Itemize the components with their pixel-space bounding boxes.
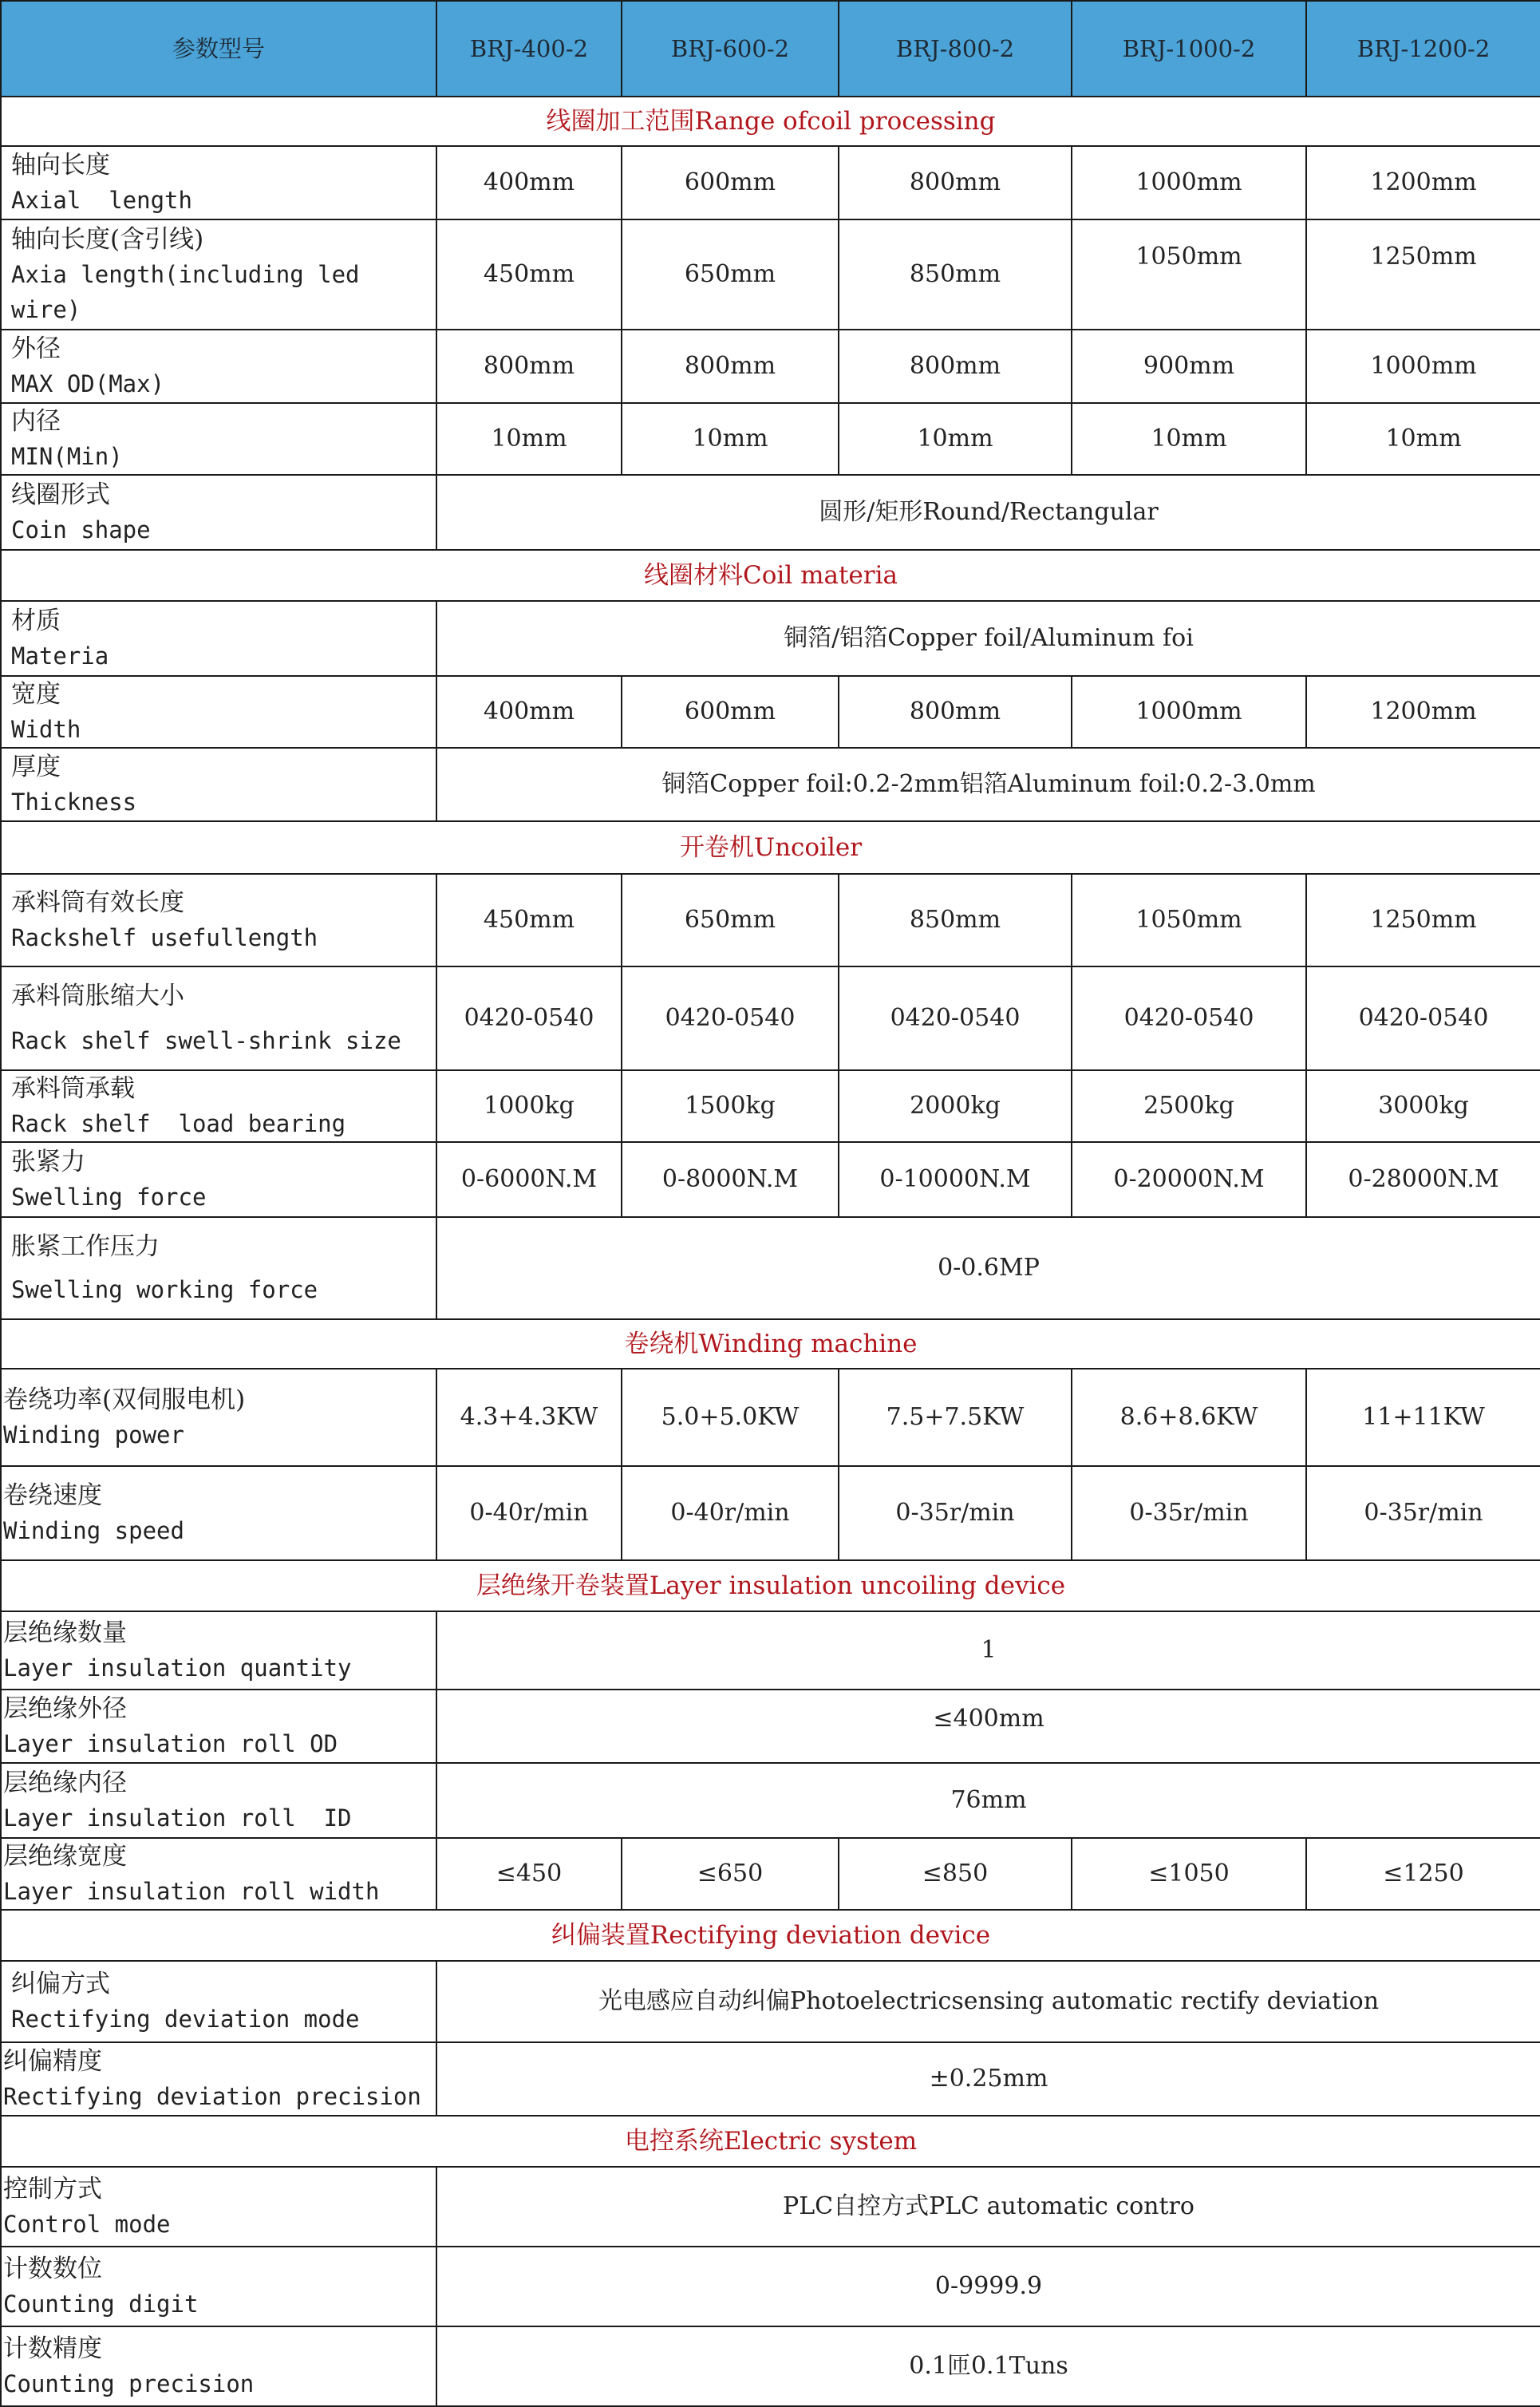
spec-value: 2500kg — [1072, 1070, 1306, 1142]
section-heading: 纠偏装置Rectifying deviation device — [1, 1910, 1540, 1961]
label-zh: 层绝缘外径 — [3, 1694, 127, 1723]
spec-value: 10mm — [839, 403, 1072, 475]
label-en: Swelling force — [11, 1184, 207, 1211]
spec-value: 11+11KW — [1306, 1369, 1540, 1466]
label-zh: 张紧力 — [11, 1148, 85, 1176]
spec-row — [1, 2042, 1540, 2116]
label-zh: 卷绕速度 — [3, 1481, 102, 1510]
label-zh: 计数数位 — [3, 2255, 102, 2283]
row-label — [1, 1070, 436, 1142]
label-zh: 卷绕功率(双伺服电机) — [3, 1385, 246, 1414]
spec-value: 600mm — [622, 146, 839, 219]
row-label — [1, 2247, 436, 2326]
spec-row — [1, 2247, 1540, 2326]
label-zh: 计数精度 — [3, 2334, 102, 2363]
row-label — [1, 403, 436, 475]
label-en: Layer insulation roll ID — [3, 1804, 352, 1832]
spec-value: 0-8000N.M — [622, 1142, 839, 1217]
label-zh: 内径 — [11, 407, 61, 436]
spec-value: 1000mm — [1306, 330, 1540, 403]
section-row — [1, 821, 1540, 874]
label-zh: 厚度 — [11, 753, 61, 781]
spec-value: 450mm — [436, 874, 622, 966]
label-en: MIN(Min) — [11, 443, 123, 470]
spec-row — [1, 2326, 1540, 2406]
spec-value: 0420-0540 — [622, 966, 839, 1070]
label-en: Width — [11, 716, 81, 743]
spec-value-merged: 圆形/矩形Round/Rectangular — [436, 475, 1540, 550]
spec-value-merged: ±0.25mm — [436, 2042, 1540, 2116]
spec-value: 400mm — [436, 676, 622, 748]
spec-value: 1500kg — [622, 1070, 839, 1142]
row-label — [1, 1217, 436, 1319]
row-label — [1, 1961, 436, 2042]
spec-value: 4.3+4.3KW — [436, 1369, 622, 1466]
spec-value: 1250mm — [1306, 219, 1540, 330]
section-row — [1, 97, 1540, 146]
spec-value: 0-10000N.M — [839, 1142, 1072, 1217]
label-zh: 层绝缘数量 — [3, 1618, 127, 1647]
label-en: Materia — [11, 642, 109, 670]
row-label — [1, 1838, 436, 1910]
spec-value: 0-40r/min — [622, 1466, 839, 1560]
section-heading: 卷绕机Winding machine — [1, 1319, 1540, 1369]
spec-value: 650mm — [622, 219, 839, 330]
row-label — [1, 475, 436, 550]
label-en: Winding speed — [3, 1517, 184, 1544]
spec-value: 5.0+5.0KW — [622, 1369, 839, 1466]
spec-value: 650mm — [622, 874, 839, 966]
section-heading: 开卷机Uncoiler — [1, 821, 1540, 874]
spec-value: 0-35r/min — [839, 1466, 1072, 1560]
section-row — [1, 1560, 1540, 1611]
spec-row — [1, 1961, 1540, 2042]
label-en: Axia length(including led wire) — [11, 261, 360, 323]
label-zh: 承料筒胀缩大小 — [11, 982, 184, 1010]
spec-value: 0420-0540 — [839, 966, 1072, 1070]
label-en: Control mode — [3, 2211, 171, 2238]
label-en: Rack shelf load bearing — [11, 1110, 346, 1137]
row-label — [1, 966, 436, 1070]
row-label — [1, 1690, 436, 1763]
label-zh: 纠偏方式 — [11, 1970, 110, 1998]
spec-value-merged: 铜箔Copper foil:0.2-2mm铝箔Aluminum foil:0.2-3.0mm — [436, 748, 1540, 821]
spec-value: 0-6000N.M — [436, 1142, 622, 1217]
spec-value: ≤650 — [622, 1838, 839, 1910]
section-heading: 层绝缘开卷装置Layer insulation uncoiling device — [1, 1560, 1540, 1611]
spec-value: 1000kg — [436, 1070, 622, 1142]
spec-row — [1, 403, 1540, 475]
label-zh: 承料筒承载 — [11, 1074, 135, 1103]
spec-value: 800mm — [436, 330, 622, 403]
spec-row — [1, 475, 1540, 550]
section-row — [1, 550, 1540, 601]
spec-row — [1, 1466, 1540, 1560]
label-zh: 宽度 — [11, 680, 61, 709]
spec-row — [1, 146, 1540, 219]
spec-value: 3000kg — [1306, 1070, 1540, 1142]
label-en: Swelling working force — [11, 1276, 318, 1303]
spec-row — [1, 748, 1540, 821]
spec-value: 10mm — [1306, 403, 1540, 475]
spec-row — [1, 219, 1540, 330]
header-row — [1, 1, 1540, 97]
label-zh: 线圈形式 — [11, 480, 110, 509]
spec-value-merged: PLC自控方式PLC automatic contro — [436, 2167, 1540, 2247]
spec-row — [1, 1369, 1540, 1466]
section-heading: 电控系统Electric system — [1, 2116, 1540, 2167]
label-en: Rack shelf swell-shrink size — [11, 1027, 401, 1054]
spec-value: ≤1050 — [1072, 1838, 1306, 1910]
spec-value: 0420-0540 — [1072, 966, 1306, 1070]
spec-value: 900mm — [1072, 330, 1306, 403]
row-label — [1, 874, 436, 966]
row-label — [1, 748, 436, 821]
label-zh: 纠偏精度 — [3, 2047, 102, 2076]
spec-value: 0420-0540 — [1306, 966, 1540, 1070]
spec-value: 8.6+8.6KW — [1072, 1369, 1306, 1466]
label-en: Winding power — [3, 1421, 184, 1449]
label-zh: 材质 — [11, 607, 61, 635]
spec-value: 0-40r/min — [436, 1466, 622, 1560]
spec-value: 850mm — [839, 219, 1072, 330]
spec-value: 0-28000N.M — [1306, 1142, 1540, 1217]
label-en: Coin shape — [11, 516, 151, 543]
spec-value-merged: 1 — [436, 1611, 1540, 1690]
spec-value: 1000mm — [1072, 146, 1306, 219]
label-zh: 外径 — [11, 334, 61, 363]
spec-value: 0-20000N.M — [1072, 1142, 1306, 1217]
spec-value: 800mm — [839, 146, 1072, 219]
section-row — [1, 1319, 1540, 1369]
label-en: MAX OD(Max) — [11, 370, 165, 397]
model-header: BRJ-800-2 — [839, 1, 1072, 97]
spec-value-merged: 76mm — [436, 1763, 1540, 1838]
spec-value-merged: 0-0.6MP — [436, 1217, 1540, 1319]
spec-value: 400mm — [436, 146, 622, 219]
label-en: Counting digit — [3, 2290, 199, 2318]
label-zh: 轴向长度(含引线) — [11, 225, 204, 254]
label-en: Layer insulation roll width — [3, 1878, 380, 1905]
spec-row — [1, 874, 1540, 966]
spec-row — [1, 676, 1540, 748]
spec-value: 800mm — [839, 676, 1072, 748]
label-en: Thickness — [11, 788, 137, 816]
label-zh: 层绝缘内径 — [3, 1769, 127, 1797]
spec-value: 1050mm — [1072, 874, 1306, 966]
model-header: BRJ-600-2 — [622, 1, 839, 97]
spec-value: 450mm — [436, 219, 622, 330]
param-model-header: 参数型号 — [1, 1, 436, 97]
spec-value: 1200mm — [1306, 146, 1540, 219]
label-en: Layer insulation roll OD — [3, 1730, 338, 1757]
spec-value: 10mm — [1072, 403, 1306, 475]
spec-value: 10mm — [436, 403, 622, 475]
spec-row — [1, 1763, 1540, 1838]
spec-value: 800mm — [839, 330, 1072, 403]
label-en: Layer insulation quantity — [3, 1654, 352, 1682]
spec-value: ≤1250 — [1306, 1838, 1540, 1910]
label-zh: 控制方式 — [3, 2175, 102, 2203]
row-label — [1, 330, 436, 403]
section-row — [1, 2116, 1540, 2167]
row-label — [1, 676, 436, 748]
label-en: Counting precision — [3, 2370, 255, 2397]
label-en: Rectifying deviation mode — [11, 2006, 360, 2033]
spec-row — [1, 601, 1540, 676]
spec-value: ≤850 — [839, 1838, 1072, 1910]
spec-value: 0-35r/min — [1072, 1466, 1306, 1560]
section-row — [1, 1910, 1540, 1961]
spec-row — [1, 330, 1540, 403]
spec-value: 1050mm — [1072, 219, 1306, 330]
spec-value-merged: 光电感应自动纠偏Photoelectricsensing automatic rectify deviation — [436, 1961, 1540, 2042]
spec-value: 10mm — [622, 403, 839, 475]
spec-value: 1000mm — [1072, 676, 1306, 748]
spec-value-merged: ≤400mm — [436, 1690, 1540, 1763]
spec-value: ≤450 — [436, 1838, 622, 1910]
label-en: Rackshelf usefullength — [11, 924, 318, 951]
spec-row — [1, 1690, 1540, 1763]
spec-value: 0-35r/min — [1306, 1466, 1540, 1560]
spec-row — [1, 2167, 1540, 2247]
spec-row — [1, 1611, 1540, 1690]
spec-row — [1, 1070, 1540, 1142]
spec-value: 2000kg — [839, 1070, 1072, 1142]
model-header: BRJ-1200-2 — [1306, 1, 1540, 97]
spec-value-merged: 0-9999.9 — [436, 2247, 1540, 2326]
spec-row — [1, 1838, 1540, 1910]
row-label — [1, 1142, 436, 1217]
row-label — [1, 219, 436, 330]
row-label — [1, 2042, 436, 2116]
label-zh: 轴向长度 — [11, 151, 110, 180]
label-zh: 胀紧工作压力 — [11, 1232, 160, 1261]
section-heading: 线圈材料Coil materia — [1, 550, 1540, 601]
row-label — [1, 601, 436, 676]
model-header: BRJ-400-2 — [436, 1, 622, 97]
spec-value: 850mm — [839, 874, 1072, 966]
spec-value-merged: 铜箔/铝箔Copper foil/Aluminum foi — [436, 601, 1540, 676]
section-heading: 线圈加工范围Range ofcoil processing — [1, 97, 1540, 146]
label-zh: 层绝缘宽度 — [3, 1842, 127, 1871]
row-label — [1, 2326, 436, 2406]
row-label — [1, 2167, 436, 2247]
spec-row — [1, 966, 1540, 1070]
row-label — [1, 1369, 436, 1466]
spec-value: 800mm — [622, 330, 839, 403]
row-label — [1, 1611, 436, 1690]
spec-row — [1, 1217, 1540, 1319]
spec-value: 0420-0540 — [436, 966, 622, 1070]
model-header: BRJ-1000-2 — [1072, 1, 1306, 97]
spec-row — [1, 1142, 1540, 1217]
row-label — [1, 146, 436, 219]
row-label — [1, 1466, 436, 1560]
spec-value: 1250mm — [1306, 874, 1540, 966]
label-zh: 承料筒有效长度 — [11, 888, 184, 917]
spec-value: 600mm — [622, 676, 839, 748]
spec-value: 7.5+7.5KW — [839, 1369, 1072, 1466]
spec-value-merged: 0.1匝0.1Tuns — [436, 2326, 1540, 2406]
row-label — [1, 1763, 436, 1838]
spec-value: 1200mm — [1306, 676, 1540, 748]
label-en: Rectifying deviation precision — [3, 2083, 421, 2110]
label-en: Axial length — [11, 187, 192, 214]
